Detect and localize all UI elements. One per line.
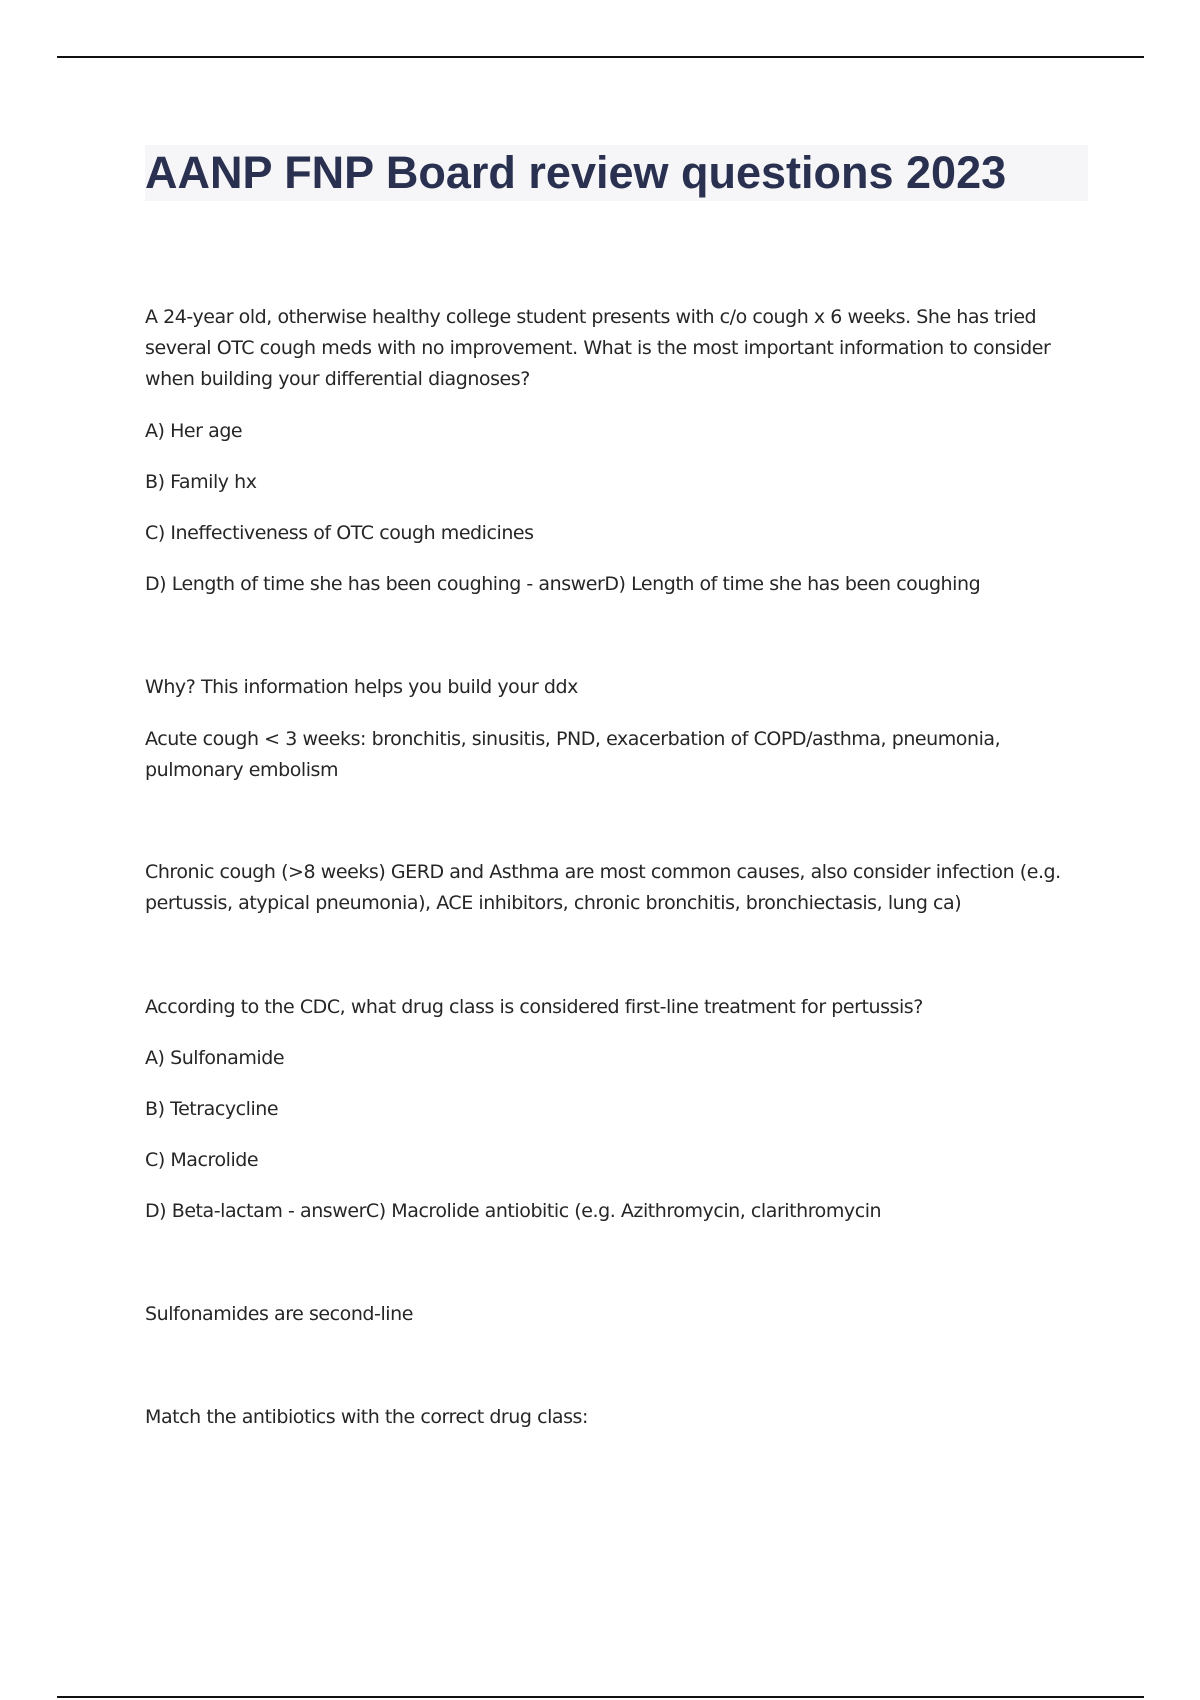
rationale-1-chronic-cough: Chronic cough (>8 weeks) GERD and Asthma are most common causes, also consider infection (e.g. pertussis, atypical pneumonia), ACE inhibitors, chronic bronchitis, bronchiectasis, lung ca) [145,861,1061,914]
question-1-option-c: C) Ineffectiveness of OTC cough medicines [145,522,534,544]
question-2-option-d-answer: D) Beta-lactam - answerC) Macrolide antiobitic (e.g. Azithromycin, clarithromycin [145,1200,882,1222]
question-2-option-c: C) Macrolide [145,1149,259,1171]
question-2-option-b: B) Tetracycline [145,1098,279,1120]
question-1-option-a: A) Her age [145,420,243,442]
rationale-2-note: Sulfonamides are second-line [145,1303,413,1325]
document-title: AANP FNP Board review questions 2023 [145,147,1007,198]
question-1-option-b: B) Family hx [145,471,257,493]
question-3-stem: Match the antibiotics with the correct drug class: [145,1406,588,1428]
top-rule [57,56,1144,58]
question-2-option-a: A) Sulfonamide [145,1047,285,1069]
rationale-1-acute-cough: Acute cough < 3 weeks: bronchitis, sinusitis, PND, exacerbation of COPD/asthma, pneumonia, pulmonary embolism [145,728,1001,781]
bottom-rule [57,1696,1144,1698]
question-2-stem: According to the CDC, what drug class is considered first-line treatment for pertussis? [145,996,923,1018]
rationale-1-why: Why? This information helps you build your ddx [145,676,578,698]
question-1-option-d-answer: D) Length of time she has been coughing - answerD) Length of time she has been coughing [145,573,981,595]
question-1-stem: A 24-year old, otherwise healthy college student presents with c/o cough x 6 weeks. She has tried several OTC cough meds with no improvement. What is the most important information to consider when building your differential diagnoses? [145,306,1051,390]
